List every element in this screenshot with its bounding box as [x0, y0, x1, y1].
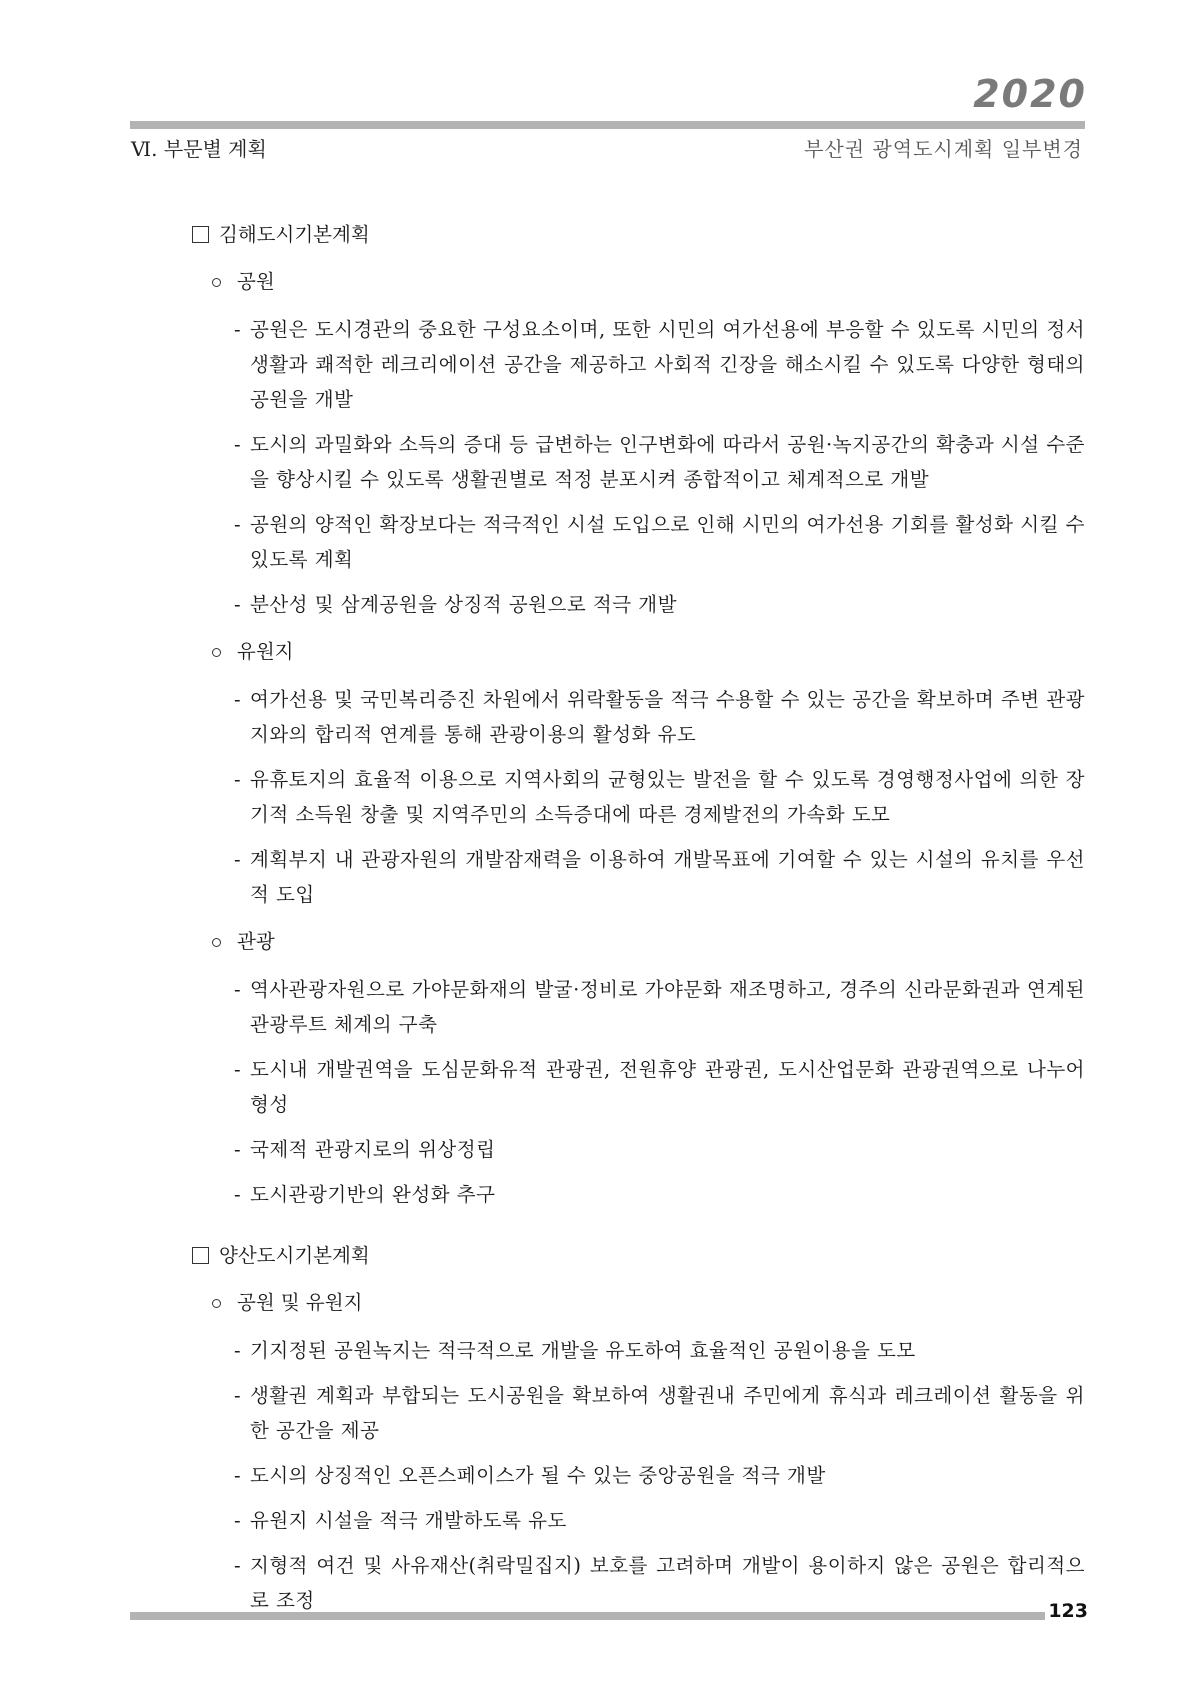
subsection-title: 공원: [237, 270, 275, 293]
subsection-title: 공원 및 유원지: [237, 1291, 363, 1314]
page-body: [190, 221, 1085, 1628]
circle-bullet-icon: [212, 938, 221, 947]
list-item: - 도시내 개발권역을 도심문화유적 관광권, 전원휴양 관광권, 도시산업문화 관광권역으로 나누어 형성: [234, 1058, 1085, 1116]
document-title: 부산권 광역도시계획 일부변경: [804, 137, 1083, 161]
section-title: 양산도시기본계획: [219, 1244, 370, 1267]
section-title: 김해도시기본계획: [219, 223, 370, 246]
list-item: - 생활권 계획과 부합되는 도시공원을 확보하여 생활권내 주민에게 휴식과 레크레이션 활동을 위한 공간을 제공: [234, 1384, 1085, 1442]
list-item: - 기지정된 공원녹지는 적극적으로 개발을 유도하여 효율적인 공원이용을 도모: [234, 1339, 916, 1362]
subsection-heading: [210, 638, 1085, 666]
section-heading: [190, 221, 1085, 249]
header-rule: [130, 121, 1085, 129]
list-item: - 유휴토지의 효율적 이용으로 지역사회의 균형있는 발전을 할 수 있도록 경영행정사업에 의한 장기적 소득원 창출 및 지역주민의 소득증대에 따른 경제발전의 가속화 도모: [234, 768, 1085, 826]
subsection-heading: [210, 1289, 1085, 1317]
footer-rule: [130, 1612, 1045, 1620]
subsection-heading: [210, 268, 1085, 296]
list-item: - 계획부지 내 관광자원의 개발잠재력을 이용하여 개발목표에 기여할 수 있는 시설의 유치를 우선적 도입: [234, 848, 1085, 906]
list-item: - 도시의 과밀화와 소득의 증대 등 급변하는 인구변화에 따라서 공원·녹지공간의 확충과 시설 수준을 향상시킬 수 있도록 생활권별로 적정 분포시켜 종합적이고 체계적으로 개발: [234, 433, 1085, 491]
subsection-title: 관광: [237, 930, 275, 953]
square-bullet-icon: [192, 226, 209, 243]
list-item: - 도시의 상징적인 오픈스페이스가 될 수 있는 중앙공원을 적극 개발: [234, 1464, 826, 1487]
subsection-title: 유원지: [237, 640, 294, 663]
page-number: 123: [1048, 1600, 1088, 1622]
section-heading: [190, 1242, 1085, 1270]
circle-bullet-icon: [212, 648, 221, 657]
list-item: - 공원의 양적인 확장보다는 적극적인 시설 도입으로 인해 시민의 여가선용 기회를 활성화 시킬 수 있도록 계획: [234, 513, 1085, 571]
chapter-title: Ⅵ. 부문별 계획: [131, 137, 267, 161]
header-year: 2020: [973, 72, 1087, 116]
circle-bullet-icon: [212, 1299, 221, 1308]
list-item: - 역사관광자원으로 가야문화재의 발굴·정비로 가야문화 재조명하고, 경주의 신라문화권과 연계된 관광루트 체계의 구축: [234, 978, 1085, 1036]
list-item: - 여가선용 및 국민복리증진 차원에서 위락활동을 적극 수용할 수 있는 공간을 확보하며 주변 관광지와의 합리적 연계를 통해 관광이용의 활성화 유도: [234, 688, 1085, 746]
list-item: - 분산성 및 삼계공원을 상징적 공원으로 적극 개발: [234, 593, 677, 616]
list-item: - 공원은 도시경관의 중요한 구성요소이며, 또한 시민의 여가선용에 부응할 수 있도록 시민의 정서생활과 쾌적한 레크리에이션 공간을 제공하고 사회적 긴장을 해소시킬 수 있도록 다양한 형태의 공원을 개발: [234, 318, 1085, 411]
square-bullet-icon: [192, 1247, 209, 1264]
subsection-heading: [210, 928, 1085, 956]
list-item: - 국제적 관광지로의 위상정립: [234, 1138, 496, 1161]
list-item: - 유원지 시설을 적극 개발하도록 유도: [234, 1509, 567, 1532]
list-item: - 도시관광기반의 완성화 추구: [234, 1183, 496, 1206]
circle-bullet-icon: [212, 278, 221, 287]
list-item: - 지형적 여건 및 사유재산(취락밀집지) 보호를 고려하며 개발이 용이하지 않은 공원은 합리적으로 조정: [234, 1554, 1085, 1612]
